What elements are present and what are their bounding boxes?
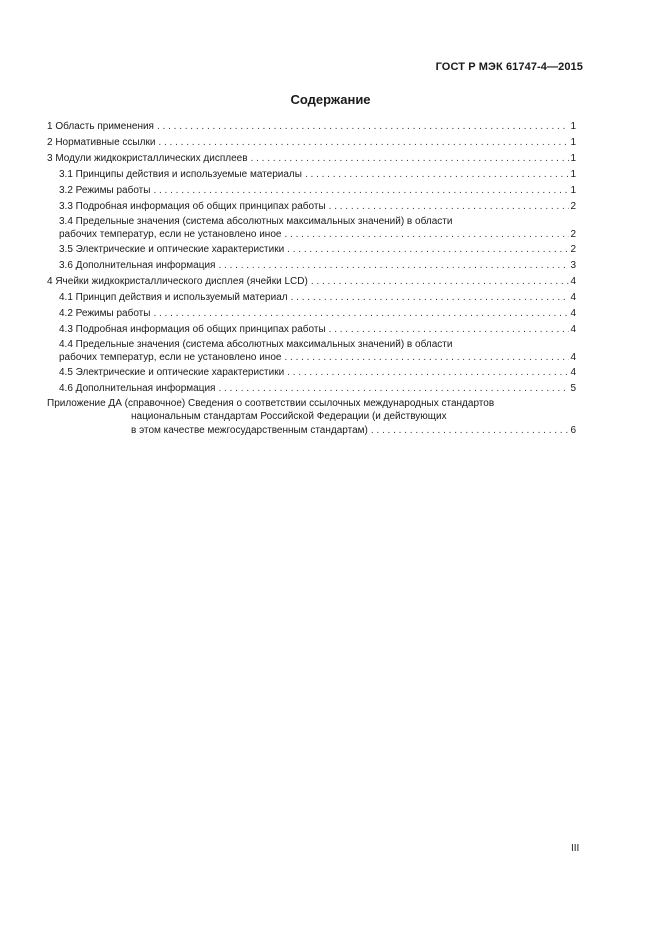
leader-dots <box>284 228 569 242</box>
toc-entry-page: 3 <box>570 260 576 271</box>
leader-dots <box>218 381 569 397</box>
toc-entry[interactable] <box>47 258 576 274</box>
leader-dots <box>371 423 570 439</box>
toc-entry-text: 4.3 Подробная информация об общих принципах работы <box>59 324 326 335</box>
toc-entry-row <box>59 183 576 199</box>
toc-entry-row <box>47 274 576 290</box>
toc-entry-row <box>59 242 576 258</box>
toc-entry-line1: 4.4 Предельные значения (система абсолютных максимальных значений) в области <box>59 339 453 350</box>
toc-entry[interactable] <box>47 365 576 381</box>
toc-entry-text: 4.6 Дополнительная информация <box>59 383 216 394</box>
toc-title: Содержание <box>290 92 371 107</box>
leader-dots <box>291 290 570 306</box>
toc-entry-text: 4 Ячейки жидкокристаллического дисплея (ячейки LCD) <box>47 276 308 287</box>
toc-entry[interactable] <box>47 135 576 151</box>
toc-entry-row <box>47 119 576 135</box>
toc-entry-row <box>47 151 576 167</box>
leader-dots <box>251 151 570 167</box>
toc-entry-page: 4 <box>570 367 576 378</box>
header-document-code: ГОСТ Р МЭК 61747-4—2015 <box>435 61 583 73</box>
toc-entry-row <box>59 365 576 381</box>
toc-entry-page: 2 <box>570 229 576 240</box>
leader-dots <box>329 199 570 215</box>
toc-entry-text: 3.1 Принципы действия и используемые материалы <box>59 169 302 180</box>
toc-entry-page: 1 <box>570 137 576 148</box>
toc-entry-text: 3 Модули жидкокристаллических дисплеев <box>47 153 248 164</box>
leader-dots <box>311 274 570 290</box>
toc-appendix-line2: национальным стандартам Российской Федерации (и действующих <box>131 411 447 422</box>
leader-dots <box>153 306 569 322</box>
toc-entry-row <box>59 167 576 183</box>
leader-dots <box>158 135 569 151</box>
toc-entry[interactable] <box>47 183 576 199</box>
toc-entry-text: рабочих температур, если не установлено иное <box>59 229 282 240</box>
toc-entry[interactable] <box>47 151 576 167</box>
toc-entry-text: 3.5 Электрические и оптические характеристики <box>59 244 285 255</box>
toc-entry[interactable] <box>47 306 576 322</box>
toc-appendix-row <box>47 423 576 439</box>
toc-appendix[interactable] <box>47 397 576 439</box>
toc-appendix-line1: Приложение ДА (справочное) Сведения о соответствии ссылочных международных стандартов <box>47 398 495 409</box>
toc-entry-page: 1 <box>570 153 576 164</box>
toc-entry[interactable] <box>47 242 576 258</box>
toc-entry-row <box>59 351 576 365</box>
toc-entry-page: 4 <box>570 308 576 319</box>
toc-entry-page: 4 <box>570 276 576 287</box>
toc-entry-page: 4 <box>570 352 576 363</box>
toc-entry-page: 5 <box>570 383 576 394</box>
toc-appendix-page: 6 <box>570 425 576 436</box>
toc-entry-text: 4.1 Принцип действия и используемый материал <box>59 292 288 303</box>
toc-appendix-text: в этом качестве межгосударственным стандартам) <box>131 425 368 436</box>
leader-dots <box>153 183 569 199</box>
toc-entry-line1: 3.4 Предельные значения (система абсолютных максимальных значений) в области <box>59 216 453 227</box>
toc-entry-row <box>59 228 576 242</box>
toc-entry-row <box>47 135 576 151</box>
toc-entry-text: рабочих температур, если не установлено иное <box>59 352 282 363</box>
leader-dots <box>157 119 569 135</box>
toc-entry[interactable] <box>47 381 576 397</box>
toc-entry-page: 1 <box>570 169 576 180</box>
toc-entry-text: 3.3 Подробная информация об общих принципах работы <box>59 201 326 212</box>
toc-entry-row <box>59 258 576 274</box>
toc-entry[interactable] <box>47 338 576 365</box>
toc-entry-text: 2 Нормативные ссылки <box>47 137 156 148</box>
toc-entry[interactable] <box>47 215 576 242</box>
leader-dots <box>305 167 569 183</box>
leader-dots <box>287 365 569 381</box>
toc-entry-page: 1 <box>570 185 576 196</box>
toc-entry-row <box>59 306 576 322</box>
toc-entry[interactable] <box>47 199 576 215</box>
toc-entry-row <box>59 381 576 397</box>
toc-entry-row <box>59 322 576 338</box>
leader-dots <box>329 322 570 338</box>
page-number: III <box>571 843 580 854</box>
toc-entry-page: 2 <box>570 201 576 212</box>
toc-entry[interactable] <box>47 274 576 290</box>
table-of-contents <box>47 119 576 439</box>
leader-dots <box>284 351 569 365</box>
toc-entries <box>47 119 576 397</box>
toc-entry[interactable] <box>47 322 576 338</box>
toc-entry[interactable] <box>47 290 576 306</box>
toc-entry-text: 3.6 Дополнительная информация <box>59 260 216 271</box>
toc-entry-text: 4.2 Режимы работы <box>59 308 151 319</box>
toc-entry-text: 1 Область применения <box>47 121 154 132</box>
toc-entry-page: 1 <box>570 121 576 132</box>
toc-entry-text: 3.2 Режимы работы <box>59 185 151 196</box>
leader-dots <box>287 242 569 258</box>
toc-entry[interactable] <box>47 167 576 183</box>
toc-entry-row <box>59 290 576 306</box>
toc-entry-row <box>59 199 576 215</box>
toc-entry-text: 4.5 Электрические и оптические характеристики <box>59 367 285 378</box>
toc-entry-page: 2 <box>570 244 576 255</box>
leader-dots <box>218 258 569 274</box>
toc-entry-page: 4 <box>570 292 576 303</box>
toc-entry-page: 4 <box>570 324 576 335</box>
toc-entry[interactable] <box>47 119 576 135</box>
